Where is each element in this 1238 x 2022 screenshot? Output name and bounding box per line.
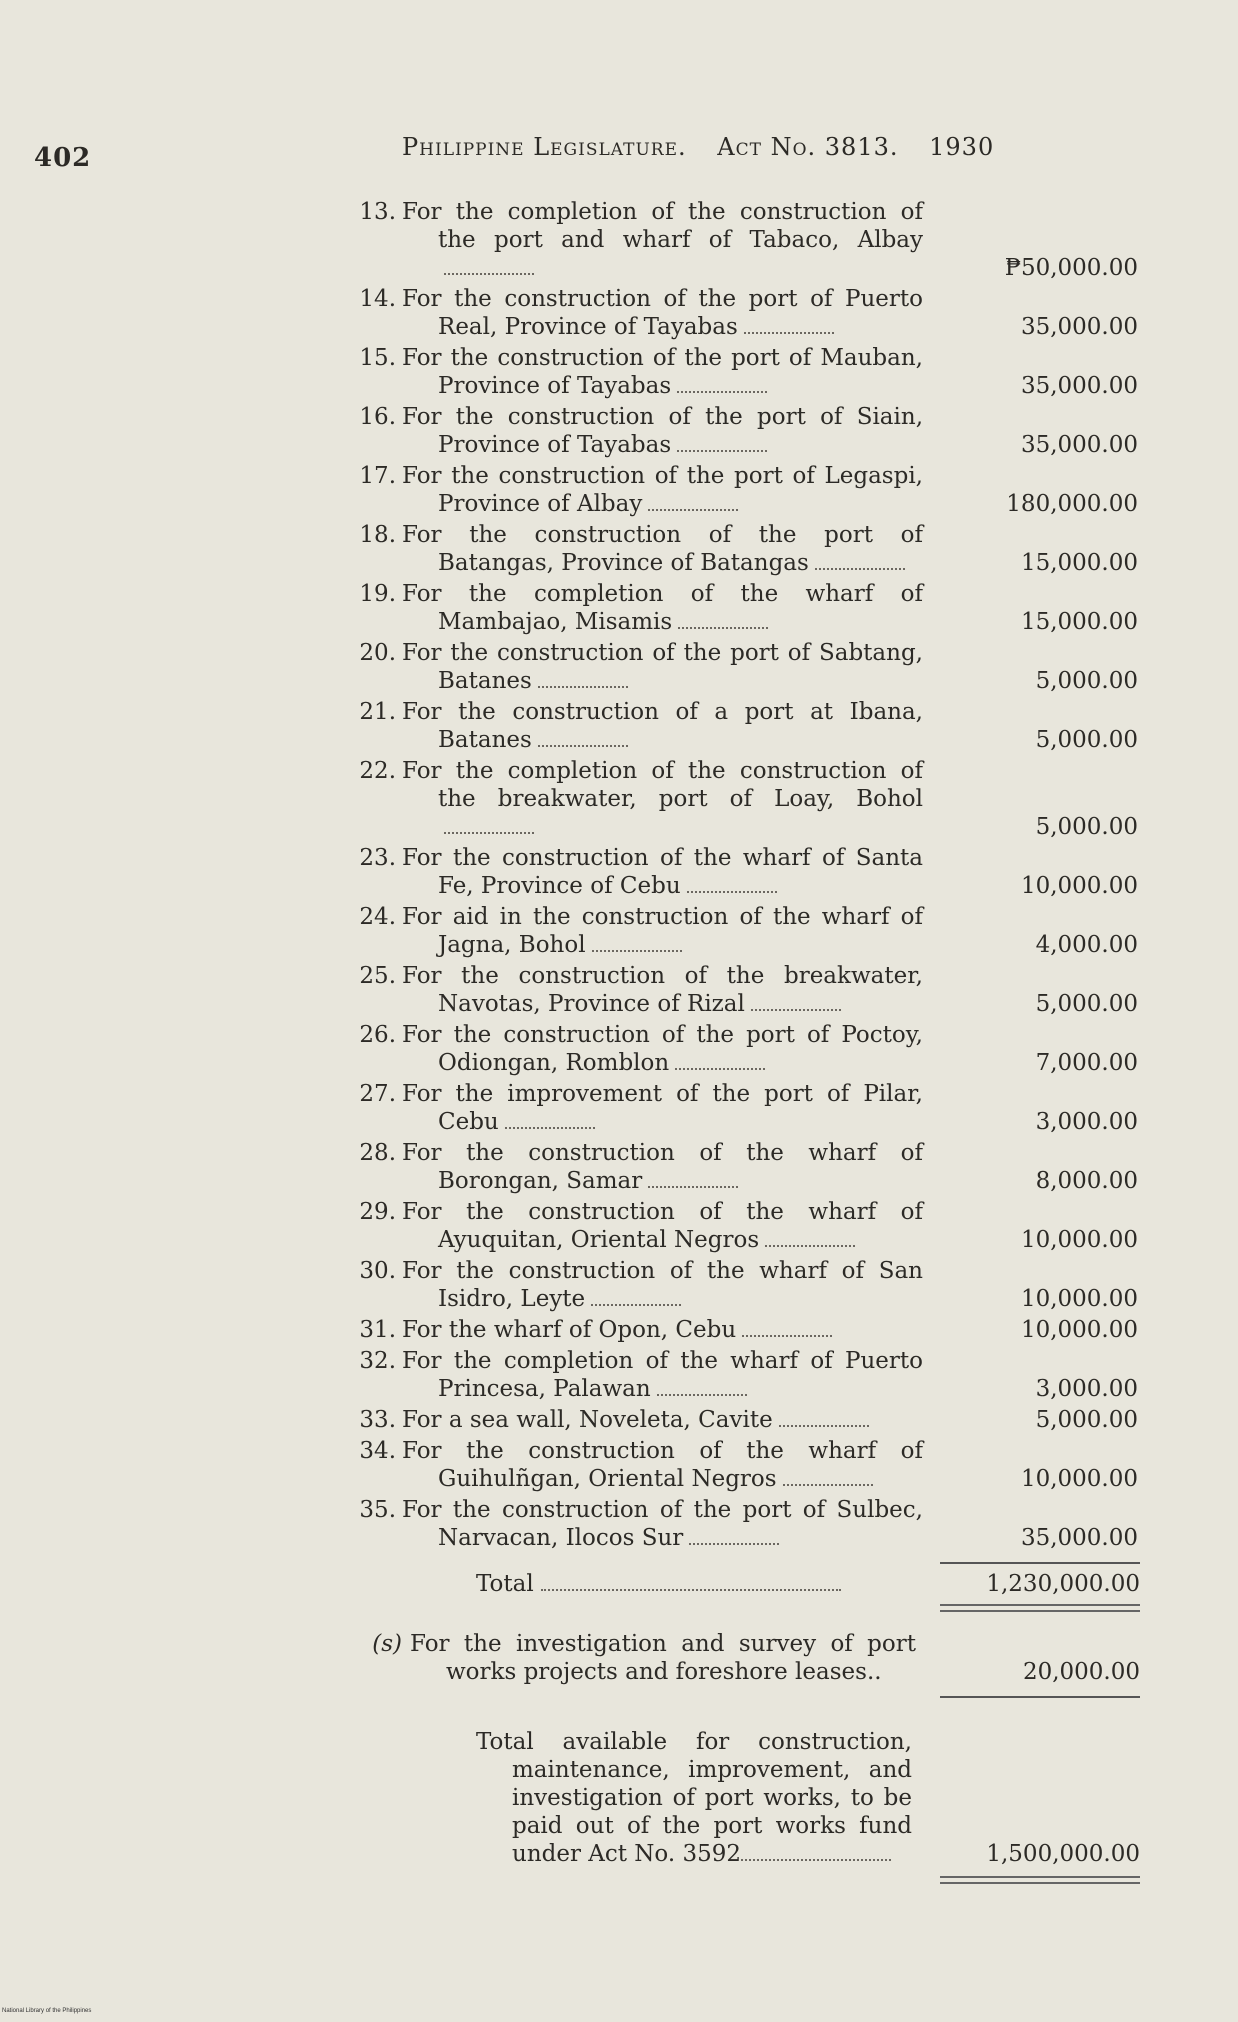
dot-leader (591, 1304, 681, 1306)
entry-text: For the construction of the wharf of Ayuquitan, Oriental Negros (402, 1199, 923, 1253)
entry-row (340, 698, 1140, 754)
appropriation-list (340, 195, 1140, 1884)
entry-amount: 5,000.00 (1035, 668, 1138, 694)
entry-row (340, 1406, 1140, 1434)
dot-leader (444, 273, 534, 275)
item-s-marker: (s) (372, 1631, 402, 1657)
entry-text: For aid in the construction of the wharf of Jagna, Bohol (402, 904, 923, 958)
entry-row (340, 521, 1140, 577)
entry-text: For the construction of the port of Sabtang, Batanes (402, 640, 923, 694)
entry-text: For the construction of the port of Mauban, Province of Tayabas (402, 345, 923, 399)
dot-leader (675, 1068, 765, 1070)
running-head-year: 1930 (929, 133, 995, 161)
entry-row (340, 344, 1140, 400)
total-amount: 1,230,000.00 (986, 1571, 1140, 1597)
grand-total-amount: 1,500,000.00 (986, 1841, 1140, 1867)
entry-row (340, 962, 1140, 1018)
entry-row (340, 1080, 1140, 1136)
entry-amount: 8,000.00 (1035, 1168, 1138, 1194)
entry-amount: 4,000.00 (1035, 932, 1138, 958)
entry-text: For a sea wall, Noveleta, Cavite (402, 1406, 923, 1434)
entry-text: For the completion of the construction of the port and wharf of Tabaco, Albay (402, 198, 923, 282)
item-s-amount: 20,000.00 (1022, 1659, 1140, 1685)
entry-number: 21. (359, 699, 396, 725)
entry-number: 23. (359, 845, 396, 871)
dot-leader (538, 745, 628, 747)
dot-leader (815, 568, 905, 570)
entry-row (340, 844, 1140, 900)
entry-number: 29. (359, 1199, 396, 1225)
entry-amount: 180,000.00 (1006, 491, 1138, 517)
footer-note: National Library of the Philippines (2, 2008, 92, 2014)
entry-amount: 10,000.00 (1020, 1286, 1138, 1312)
item-s-rule (940, 1696, 1140, 1698)
entry-text: For the completion of the construction of the breakwater, port of Loay, Bohol (402, 757, 923, 841)
entry-number: 16. (359, 404, 396, 430)
entries-container (340, 198, 1140, 1552)
entry-amount: ₱50,000.00 (1004, 255, 1138, 281)
entry-row (340, 1496, 1140, 1552)
entry-row (340, 1139, 1140, 1195)
entry-row (340, 1316, 1140, 1344)
entry-amount: 10,000.00 (1020, 1317, 1138, 1343)
dot-leader (742, 1335, 832, 1337)
dot-leader (783, 1484, 873, 1486)
entry-row (340, 639, 1140, 695)
entry-text: For the construction of the port of Legaspi, Province of Albay (402, 463, 923, 517)
entry-text: For the construction of the wharf of Guihulñgan, Oriental Negros (402, 1438, 923, 1492)
entry-row (340, 1257, 1140, 1313)
total-double-rule (940, 1604, 1140, 1612)
entry-amount: 5,000.00 (1035, 814, 1138, 840)
entry-row (340, 1198, 1140, 1254)
dot-leader (444, 832, 534, 834)
entry-row (340, 198, 1140, 282)
entry-number: 26. (359, 1022, 396, 1048)
entry-amount: 3,000.00 (1035, 1109, 1138, 1135)
dot-leader (744, 332, 834, 334)
dot-leader (677, 450, 767, 452)
dot-leader (505, 1127, 595, 1129)
dot-leader (779, 1425, 869, 1427)
entry-amount: 35,000.00 (1020, 314, 1138, 340)
dot-leader (538, 686, 628, 688)
total-rule (940, 1562, 1140, 1564)
entry-number: 25. (359, 963, 396, 989)
grand-total-double-rule (940, 1876, 1140, 1884)
entry-text: For the completion of the wharf of Mambajao, Misamis (402, 581, 923, 635)
entry-number: 31. (359, 1317, 396, 1343)
entry-number: 28. (359, 1140, 396, 1166)
item-s-text: For the investigation and survey of port works projects and foreshore leases.. (410, 1631, 916, 1685)
total-row (340, 1570, 1140, 1598)
entry-number: 13. (359, 199, 396, 225)
entry-text: For the construction of the port of Poctoy, Odiongan, Romblon (402, 1022, 923, 1076)
entry-amount: 35,000.00 (1020, 1525, 1138, 1551)
page-number: 402 (34, 143, 92, 173)
entry-amount: 5,000.00 (1035, 1407, 1138, 1433)
entry-amount: 7,000.00 (1035, 1050, 1138, 1076)
entry-row (340, 1437, 1140, 1493)
entry-amount: 35,000.00 (1020, 432, 1138, 458)
entry-number: 22. (359, 758, 396, 784)
dot-leader (687, 891, 777, 893)
entry-row (340, 903, 1140, 959)
entry-text: For the improvement of the port of Pilar, Cebu (402, 1081, 923, 1135)
entry-text: For the construction of the port of Siain, Province of Tayabas (402, 404, 923, 458)
entry-amount: 10,000.00 (1020, 1466, 1138, 1492)
entry-amount: 15,000.00 (1020, 550, 1138, 576)
entry-text: For the completion of the wharf of Puerto Princesa, Palawan (402, 1348, 923, 1402)
entry-text: For the wharf of Opon, Cebu (402, 1316, 923, 1344)
entry-amount: 3,000.00 (1035, 1376, 1138, 1402)
entry-row (340, 580, 1140, 636)
entry-number: 17. (359, 463, 396, 489)
dot-leader (678, 627, 768, 629)
entry-text: For the construction of the wharf of Borongan, Samar (402, 1140, 923, 1194)
entry-number: 34. (359, 1438, 396, 1464)
entry-number: 18. (359, 522, 396, 548)
dot-leader (657, 1394, 747, 1396)
entry-row (340, 285, 1140, 341)
entry-text: For the construction of the wharf of San Isidro, Leyte (402, 1258, 923, 1312)
entry-row (340, 462, 1140, 518)
dot-leader (648, 1186, 738, 1188)
entry-number: 27. (359, 1081, 396, 1107)
entry-number: 32. (359, 1348, 396, 1374)
item-s-row (340, 1630, 1140, 1686)
entry-number: 33. (359, 1407, 396, 1433)
entry-text: For the construction of the wharf of Santa Fe, Province of Cebu (402, 845, 923, 899)
dot-leader (751, 1009, 841, 1011)
dot-leader (689, 1543, 779, 1545)
entry-number: 19. (359, 581, 396, 607)
entry-amount: 10,000.00 (1020, 873, 1138, 899)
entry-text: For the construction of the port of Batangas, Province of Batangas (402, 522, 923, 576)
entry-text: For the construction of the port of Sulbec, Narvacan, Ilocos Sur (402, 1497, 923, 1551)
grand-total-text: Total available for construction, maintenance, improvement, and investigation of port works, to be paid out of the port works fund under Act No. 3592 (476, 1729, 912, 1867)
entry-row (340, 1021, 1140, 1077)
entry-number: 35. (359, 1497, 396, 1523)
entry-number: 20. (359, 640, 396, 666)
entry-number: 14. (359, 286, 396, 312)
entry-amount: 5,000.00 (1035, 991, 1138, 1017)
total-label: Total (340, 1570, 881, 1598)
entry-number: 30. (359, 1258, 396, 1284)
entry-row (340, 403, 1140, 459)
running-head-title: Philippine Legislature. (402, 133, 687, 161)
dot-leader (592, 950, 682, 952)
entry-amount: 5,000.00 (1035, 727, 1138, 753)
running-head-act: Act No. 3813. (717, 133, 899, 161)
entry-amount: 15,000.00 (1020, 609, 1138, 635)
entry-amount: 10,000.00 (1020, 1227, 1138, 1253)
entry-text: For the construction of the breakwater, Navotas, Province of Rizal (402, 963, 923, 1017)
entry-row (340, 1347, 1140, 1403)
entry-text: For the construction of a port at Ibana, Batanes (402, 699, 923, 753)
entry-row (340, 757, 1140, 841)
entry-number: 15. (359, 345, 396, 371)
dot-leader (648, 509, 738, 511)
entry-amount: 35,000.00 (1020, 373, 1138, 399)
entry-text: For the construction of the port of Puerto Real, Province of Tayabas (402, 286, 923, 340)
entry-number: 24. (359, 904, 396, 930)
grand-total-row (340, 1728, 1140, 1868)
dot-leader (677, 391, 767, 393)
running-head (402, 133, 1016, 161)
dot-leader (765, 1245, 855, 1247)
